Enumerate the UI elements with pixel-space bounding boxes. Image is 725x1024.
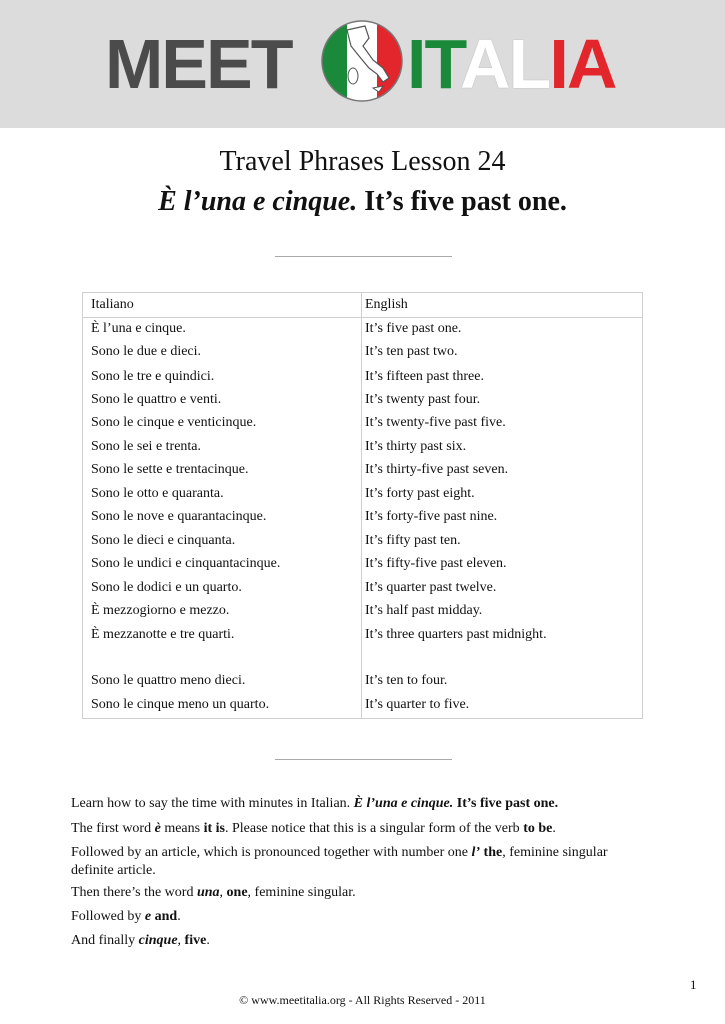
table-cell-english: It’s twenty-five past five.	[365, 415, 506, 430]
table-cell-english: It’s thirty-five past seven.	[365, 462, 509, 477]
paragraph-6: And finally cinque, five.	[71, 933, 210, 948]
paragraph-3: Followed by an article, which is pronounced together with number one l’ the, feminine singular definite article.	[71, 845, 608, 878]
table-cell-italiano: È mezzogiorno e mezzo.	[91, 603, 230, 618]
italy-globe-icon	[317, 16, 407, 106]
table-cell-english: It’s ten past two.	[365, 344, 458, 359]
table-cell-english: It’s quarter past twelve.	[365, 580, 497, 595]
table-cell-italiano: Sono le cinque e venticinque.	[91, 415, 257, 430]
table-cell-italiano: Sono le otto e quaranta.	[91, 486, 224, 501]
lesson-subtitle	[0, 186, 725, 218]
table-cell-english: It’s thirty past six.	[365, 439, 467, 454]
table-cell-english: It’s five past one.	[365, 321, 462, 336]
table-cell-english: It’s three quarters past midnight.	[365, 627, 547, 642]
table-cell-english: It’s forty-five past nine.	[365, 509, 498, 524]
table-cell-italiano: È mezzanotte e tre quarti.	[91, 627, 235, 642]
table-header-english: English	[365, 297, 408, 312]
table-cell-italiano: Sono le tre e quindici.	[91, 369, 215, 384]
page-number: 1	[690, 977, 697, 992]
table-cell-english: It’s quarter to five.	[365, 697, 470, 712]
table-cell-italiano: Sono le quattro e venti.	[91, 392, 222, 407]
table-cell-english: It’s fifty-five past eleven.	[365, 556, 507, 571]
table-header-italiano: Italiano	[91, 297, 134, 312]
lesson-title: Travel Phrases Lesson 24	[219, 146, 506, 177]
table-cell-english: It’s fifty past ten.	[365, 533, 461, 548]
header-banner	[0, 0, 725, 128]
table-cell-italiano: Sono le nove e quarantacinque.	[91, 509, 267, 524]
paragraph-5: Followed by e and.	[71, 909, 181, 924]
logo-italia-text: ITALIA	[407, 25, 616, 103]
paragraph-4: Then there’s the word una, one, feminine singular.	[71, 885, 356, 900]
table-cell-italiano: Sono le undici e cinquantacinque.	[91, 556, 281, 571]
table-cell-english: It’s ten to four.	[365, 673, 448, 688]
table-cell-italiano: Sono le sei e trenta.	[91, 439, 202, 454]
footer-copyright: © www.meetitalia.org - All Rights Reserved - 2011	[239, 993, 486, 1007]
table-cell-italiano: È l’una e cinque.	[91, 321, 186, 336]
meetitalia-logo	[105, 14, 625, 114]
paragraph-2: The first word è means it is. Please notice that this is a singular form of the verb to be.	[71, 821, 556, 836]
table-cell-english: It’s half past midday.	[365, 603, 483, 618]
phrase-table	[82, 292, 643, 719]
table-cell-italiano: Sono le dieci e cinquanta.	[91, 533, 236, 548]
divider-top	[275, 256, 452, 257]
logo-meet-text: MEET	[105, 25, 292, 103]
table-cell-italiano: Sono le sette e trentacinque.	[91, 462, 249, 477]
table-cell-italiano: Sono le cinque meno un quarto.	[91, 697, 270, 712]
table-cell-italiano: Sono le quattro meno dieci.	[91, 673, 246, 688]
table-cell-english: It’s fifteen past three.	[365, 369, 484, 384]
divider-bottom	[275, 759, 452, 760]
table-cell-english: It’s twenty past four.	[365, 392, 481, 407]
table-cell-italiano: Sono le due e dieci.	[91, 344, 202, 359]
table-column-divider	[361, 293, 362, 718]
table-header-line	[83, 317, 642, 318]
subtitle-italian: È l’una e cinque.	[158, 186, 358, 217]
table-cell-english: It’s forty past eight.	[365, 486, 475, 501]
subtitle-english: It’s five past one.	[357, 186, 567, 217]
paragraph-1: Learn how to say the time with minutes in Italian. È l’una e cinque. It’s five past one.	[71, 796, 559, 811]
table-cell-italiano: Sono le dodici e un quarto.	[91, 580, 242, 595]
